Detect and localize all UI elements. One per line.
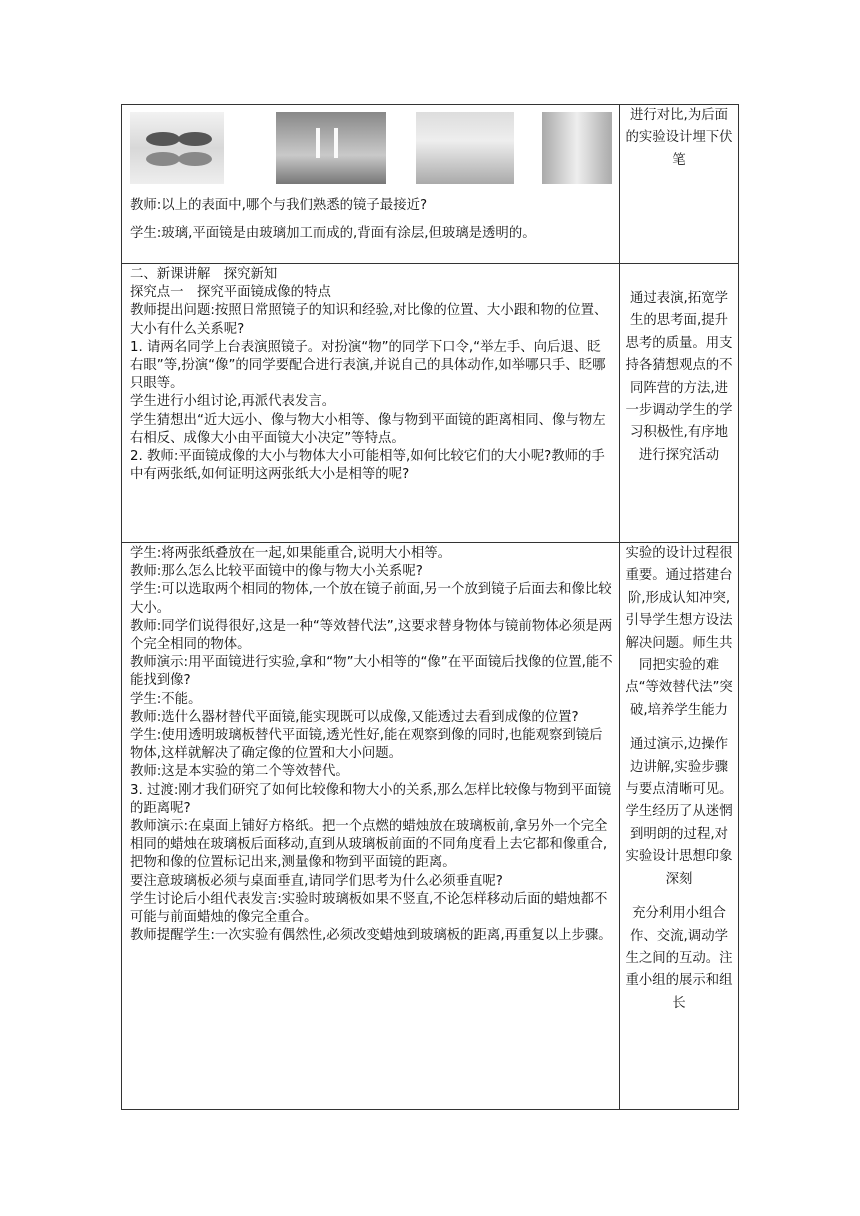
- paragraph: 1. 请两名同学上台表演照镜子。对扮演“物”的同学下口令,“举左手、向后退、眨右眼”等,扮演“像”的同学要配合进行表演,并说自己的具体动作,如举哪只手、眨哪只眼等。: [130, 339, 606, 392]
- design-note: 进行对比,为后面的实验设计埋下伏笔: [625, 108, 733, 168]
- squirrel-reflection-photo: [130, 112, 224, 184]
- paragraph: 学生:不能。: [130, 691, 202, 707]
- paragraph: 学生讨论后小组代表发言:实验时玻璃板如果不竖直,不论怎样移动后面的蜡烛都不可能与前面蜡烛的像完全重合。: [130, 891, 608, 926]
- paragraph: 学生:将两张纸叠放在一起,如果能重合,说明大小相等。: [130, 546, 452, 561]
- paragraph: 要注意玻璃板必须与桌面垂直,请同学们思考为什么必须垂直呢?: [130, 873, 503, 889]
- image-strip: [130, 105, 613, 189]
- corridor-photo: [542, 112, 612, 184]
- glossy-floor-photo: [416, 112, 514, 184]
- row1-note: [620, 105, 738, 263]
- paragraph: 学生进行小组讨论,再派代表发言。: [130, 394, 336, 410]
- paragraph: 教师演示:用平面镜进行实验,拿和“物”大小相等的“像”在平面镜后找像的位置,能不能找到像?: [130, 655, 613, 689]
- paragraph: 教师提醒学生:一次实验有偶然性,必须改变蜡烛到玻璃板的距离,再重复以上步骤。: [130, 928, 612, 944]
- paragraph: 教师:那么怎么比较平面镜中的像与物大小关系呢?: [130, 564, 423, 580]
- row3-note: [620, 543, 738, 1109]
- paragraph: 3. 过渡:刚才我们研究了如何比较像和物大小的关系,那么怎样比较像与物到平面镜的距离呢?: [130, 782, 612, 816]
- row1-content: [122, 105, 620, 263]
- table-row: [122, 542, 738, 1109]
- paragraph: 学生:可以选取两个相同的物体,一个放在镜子前面,另一个放到镜子后面去和像比较大小。: [130, 582, 612, 616]
- teacher-line: 教师:以上的表面中,哪个与我们熟悉的镜子最接近?: [130, 198, 428, 213]
- paragraph: 教师:这是本实验的第二个等效替代。: [130, 764, 349, 780]
- design-note: 充分利用小组合作、交流,调动学生之间的互动。注重小组的展示和组长: [625, 906, 733, 1011]
- paragraph: 教师:选什么器材替代平面镜,能实现既可以成像,又能透过去看到成像的位置?: [130, 709, 579, 725]
- paragraph: 教师:同学们说得很好,这是一种“等效替代法”,这要求替身物体与镜前物体必须是两个完全相同的物体。: [130, 618, 613, 653]
- paragraph: 学生猜想出“近大远小、像与物大小相等、像与物到平面镜的距离相同、像与物左右相反、成像大小由平面镜大小决定”等特点。: [130, 412, 606, 446]
- row2-content: [122, 264, 620, 542]
- paragraph: 2. 教师:平面镜成像的大小与物体大小可能相等,如何比较它们的大小呢?教师的手中有两张纸,如何证明这两张纸大小是相等的呢?: [130, 449, 605, 483]
- paragraph: 教师提出问题:按照日常照镜子的知识和经验,对比像的位置、大小跟和物的位置、大小有什么关系呢?: [130, 303, 608, 337]
- design-note: 通过表演,拓宽学生的思考面,提升思考的质量。用支持各猜想观点的不同阵营的方法,进一步调动学生的学习积极性,有序地进行探究活动: [625, 291, 733, 463]
- subsection-heading: 探究点一 探究平面镜成像的特点: [130, 285, 331, 301]
- table-row: [122, 105, 738, 263]
- paragraph: 教师演示:在桌面上铺好方格纸。把一个点燃的蜡烛放在玻璃板前,拿另外一个完全相同的蜡烛在玻璃板后面移动,直到从玻璃板前面的不同角度看上去它都和像重合,把物和像的位置标记出来,测量像和物到平面镜的距离。: [130, 819, 608, 871]
- design-note: 通过演示,边操作边讲解,实验步骤与要点清晰可见。学生经历了从迷惘到明朗的过程,对实验设计思想印象深刻: [625, 737, 733, 887]
- row2-note: [620, 264, 738, 542]
- section-heading: 二、新课讲解 探究新知: [130, 267, 278, 282]
- row3-content: [122, 543, 620, 1109]
- design-note: 实验的设计过程很重要。通过搭建台阶,形成认知冲突,引导学生想方设法解决问题。师生共同把实验的难点“等效替代法”突破,培养学生能力: [625, 546, 733, 718]
- table-row: [122, 263, 738, 542]
- candle-glass-photo: [276, 112, 386, 184]
- paragraph: 学生:使用透明玻璃板替代平面镜,透光性好,能在观察到像的同时,也能观察到镜后物体,这样就解决了确定像的位置和大小问题。: [130, 728, 603, 762]
- lesson-table: [121, 104, 739, 1110]
- student-line: 学生:玻璃,平面镜是由玻璃加工而成的,背面有涂层,但玻璃是透明的。: [130, 226, 536, 242]
